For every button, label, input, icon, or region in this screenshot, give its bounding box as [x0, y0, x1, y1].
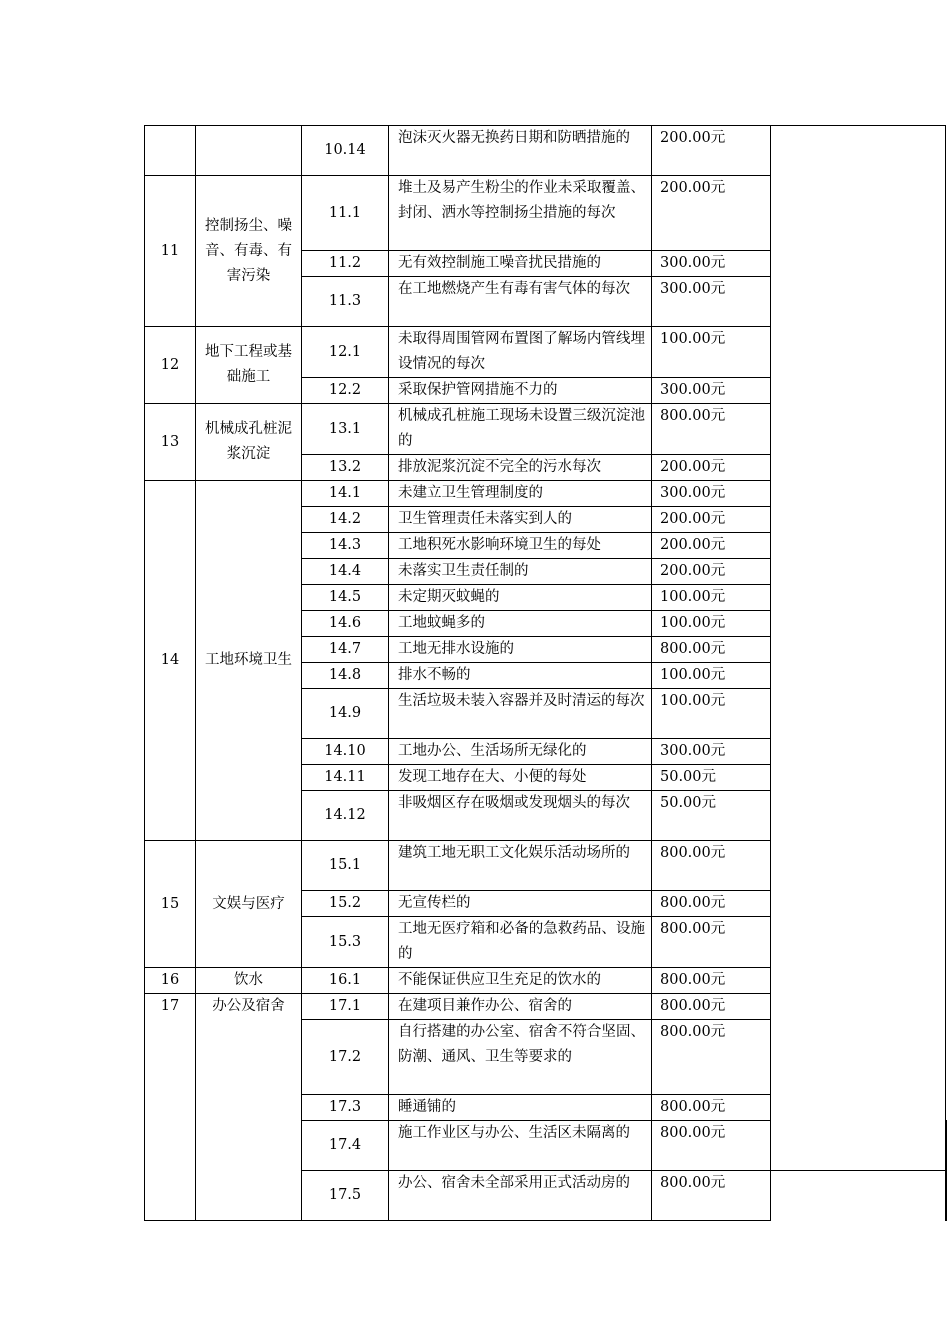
item-fine: 50.00元	[652, 765, 771, 791]
item-code: 14.9	[302, 689, 389, 739]
item-description: 未落实卫生责任制的	[389, 559, 652, 585]
item-description: 在工地燃烧产生有毒有害气体的每次	[389, 277, 652, 327]
category-number: 15	[145, 841, 196, 968]
item-code: 14.8	[302, 663, 389, 689]
category-number: 17	[145, 994, 196, 1221]
item-code: 14.12	[302, 791, 389, 841]
item-fine: 200.00元	[652, 507, 771, 533]
category-name: 地下工程或基础施工	[196, 327, 302, 404]
item-description: 发现工地存在大、小便的每处	[389, 765, 652, 791]
item-description: 在建项目兼作办公、宿舍的	[389, 994, 652, 1020]
item-description: 非吸烟区存在吸烟或发现烟头的每次	[389, 791, 652, 841]
item-fine: 800.00元	[652, 917, 771, 968]
item-description: 机械成孔桩施工现场未设置三级沉淀池的	[389, 404, 652, 455]
item-description: 工地积死水影响环境卫生的每处	[389, 533, 652, 559]
category-number: 12	[145, 327, 196, 404]
item-description: 泡沫灭火器无换药日期和防晒措施的	[389, 126, 652, 176]
category-name: 机械成孔桩泥浆沉淀	[196, 404, 302, 481]
category-number: 16	[145, 968, 196, 994]
item-description: 未定期灭蚊蝇的	[389, 585, 652, 611]
item-fine: 300.00元	[652, 739, 771, 765]
category-name: 文娱与医疗	[196, 841, 302, 968]
item-description: 采取保护管网措施不力的	[389, 378, 652, 404]
item-fine: 800.00元	[652, 1171, 771, 1221]
item-code: 17.1	[302, 994, 389, 1020]
item-code: 17.2	[302, 1020, 389, 1095]
item-fine: 800.00元	[652, 968, 771, 994]
item-fine: 300.00元	[652, 378, 771, 404]
item-description: 生活垃圾未装入容器并及时清运的每次	[389, 689, 652, 739]
item-description: 睡通铺的	[389, 1095, 652, 1121]
remark-cell	[946, 1121, 947, 1221]
remark-cell	[771, 126, 946, 1171]
item-fine: 800.00元	[652, 1121, 771, 1171]
item-fine: 800.00元	[652, 1020, 771, 1095]
category-number: 14	[145, 481, 196, 841]
item-description: 堆土及易产生粉尘的作业未采取覆盖、封闭、洒水等控制扬尘措施的每次	[389, 176, 652, 251]
item-description: 未取得周围管网布置图了解场内管线埋设情况的每次	[389, 327, 652, 378]
item-description: 工地办公、生活场所无绿化的	[389, 739, 652, 765]
item-fine: 300.00元	[652, 277, 771, 327]
item-fine: 800.00元	[652, 637, 771, 663]
item-description: 排水不畅的	[389, 663, 652, 689]
item-code: 10.14	[302, 126, 389, 176]
category-name: 饮水	[196, 968, 302, 994]
item-description: 自行搭建的办公室、宿舍不符合坚固、防潮、通风、卫生等要求的	[389, 1020, 652, 1095]
item-code: 13.2	[302, 455, 389, 481]
item-code: 17.4	[302, 1121, 389, 1171]
item-code: 14.1	[302, 481, 389, 507]
item-description: 不能保证供应卫生充足的饮水的	[389, 968, 652, 994]
item-description: 施工作业区与办公、生活区未隔离的	[389, 1121, 652, 1171]
item-code: 14.2	[302, 507, 389, 533]
item-fine: 50.00元	[652, 791, 771, 841]
category-number: 11	[145, 176, 196, 327]
item-fine: 100.00元	[652, 689, 771, 739]
item-fine: 300.00元	[652, 251, 771, 277]
item-code: 11.1	[302, 176, 389, 251]
item-description: 工地无排水设施的	[389, 637, 652, 663]
item-fine: 200.00元	[652, 455, 771, 481]
item-fine: 100.00元	[652, 611, 771, 637]
category-name	[196, 126, 302, 176]
item-description: 办公、宿舍未全部采用正式活动房的	[389, 1171, 652, 1221]
item-description: 工地无医疗箱和必备的急救药品、设施的	[389, 917, 652, 968]
item-description: 无有效控制施工噪音扰民措施的	[389, 251, 652, 277]
item-fine: 200.00元	[652, 176, 771, 251]
item-code: 15.2	[302, 891, 389, 917]
item-code: 15.3	[302, 917, 389, 968]
item-fine: 100.00元	[652, 663, 771, 689]
item-code: 11.3	[302, 277, 389, 327]
item-description: 排放泥浆沉淀不完全的污水每次	[389, 455, 652, 481]
category-number: 13	[145, 404, 196, 481]
item-code: 15.1	[302, 841, 389, 891]
item-description: 建筑工地无职工文化娱乐活动场所的	[389, 841, 652, 891]
item-code: 14.7	[302, 637, 389, 663]
item-description: 未建立卫生管理制度的	[389, 481, 652, 507]
item-fine: 800.00元	[652, 1095, 771, 1121]
item-code: 12.1	[302, 327, 389, 378]
item-fine: 800.00元	[652, 841, 771, 891]
item-code: 14.3	[302, 533, 389, 559]
item-description: 无宣传栏的	[389, 891, 652, 917]
item-fine: 100.00元	[652, 585, 771, 611]
item-fine: 800.00元	[652, 994, 771, 1020]
item-fine: 200.00元	[652, 533, 771, 559]
table-row	[145, 126, 947, 176]
category-name: 控制扬尘、噪音、有毒、有害污染	[196, 176, 302, 327]
item-code: 14.6	[302, 611, 389, 637]
item-fine: 200.00元	[652, 559, 771, 585]
item-description: 卫生管理责任未落实到人的	[389, 507, 652, 533]
item-fine: 800.00元	[652, 404, 771, 455]
item-code: 13.1	[302, 404, 389, 455]
item-code: 14.10	[302, 739, 389, 765]
item-fine: 100.00元	[652, 327, 771, 378]
category-name: 办公及宿舍	[196, 994, 302, 1221]
category-number	[145, 126, 196, 176]
category-name: 工地环境卫生	[196, 481, 302, 841]
item-description: 工地蚊蝇多的	[389, 611, 652, 637]
item-fine: 300.00元	[652, 481, 771, 507]
item-code: 14.5	[302, 585, 389, 611]
item-code: 14.11	[302, 765, 389, 791]
item-code: 14.4	[302, 559, 389, 585]
item-code: 12.2	[302, 378, 389, 404]
penalty-table	[144, 125, 947, 1221]
item-code: 17.3	[302, 1095, 389, 1121]
item-code: 16.1	[302, 968, 389, 994]
item-fine: 800.00元	[652, 891, 771, 917]
item-fine: 200.00元	[652, 126, 771, 176]
item-code: 17.5	[302, 1171, 389, 1221]
item-code: 11.2	[302, 251, 389, 277]
